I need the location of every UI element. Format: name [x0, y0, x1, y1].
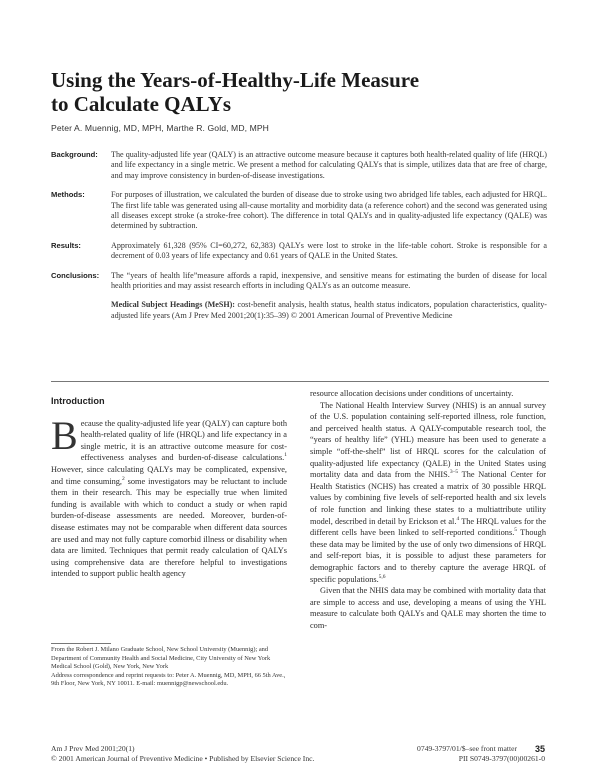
methods-text: For purposes of illustration, we calculated the burden of disease due to stroke using two abridged life tables, each adjusted for HRQL. The first life table was generated using all-cause mortality and morbidity data (a reference cohort) and the second was generated using all diseases except stroke (a stroke-free cohort). The difference in total QALYs and in quality-adjusted life expectancy (QALE) was determined by subtraction. [111, 190, 547, 231]
intro-heading: Introduction [51, 396, 105, 406]
conclusions-label: Conclusions: [51, 270, 100, 280]
copyright-line: © 2001 American Journal of Preventive Medicine • Published by Elsevier Science Inc. [51, 754, 315, 763]
conclusions-text: The “years of health life”measure affords a rapid, inexpensive, and sensitive means for estimating the burden of disease for local health priorities and may assist research efforts in including QALYs as an outcome measure. [111, 270, 547, 291]
title-line-1: Using the Years-of-Healthy-Life Measure [51, 68, 420, 92]
footnote-divider [51, 643, 111, 644]
authors: Peter A. Muennig, MD, MPH, Marthe R. Gold, MD, MPH [51, 123, 269, 133]
background-text: The quality-adjusted life year (QALY) is an attractive outcome measure because it captures both health-related quality of life (HRQL) and life expectancy in a single metric. We present a method for calculating QALYs that is simple, utilizes data that are free of charge, and may improve consistency in burden-of-disease investigations. [111, 150, 547, 180]
pii-line: PII S0749-3797(00)00261-0 [458, 754, 545, 763]
section-divider [51, 381, 549, 382]
right-paragraph-2: The National Health Interview Survey (NHIS) is an annual survey of the U.S. population containing self-reported illness, role function, and perceived health status. A QALY-computable research tool, the “years of healthy life” (YHL) measure has been used to generate a simple “off-the-shelf” list of HRQL scores for the calculation of quality-adjusted life expectancy (QALE) in the United States using mortality data and data from the NHIS.$^{3-5}$ The National Center for Health Statistics (NCHS) has created a matrix of 30 possible HRQL values by combining five levels of self-reported health and six levels of role function and linking these states to a multiattribute utility model, described in detail by Erickson et al.$^4$ The HRQL values for the different cells have been linked to self-reported conditions.$^5$ Though these data may be limited by the use of only two dimensions of HRQL and self-report bias, it is possible to adjust these parameters for demographic factors and to thereby capture the average HRQL of specific populations.$^{5,6}$ [310, 400, 547, 584]
article-title [51, 68, 551, 116]
affiliation-text: From the Robert J. Milano Graduate School, New School University (Muennig); and Department of Community Health and Social Medicine, City University of New York Medical School (Gold), New York, New York [51, 646, 271, 671]
abstract-background [51, 150, 547, 181]
left-column [51, 388, 287, 580]
background-label: Background: [51, 150, 98, 159]
abstract-results [51, 241, 547, 262]
methods-label: Methods: [51, 190, 85, 200]
right-column [310, 388, 546, 631]
abstract-methods [51, 190, 547, 232]
results-label: Results: [51, 240, 81, 250]
right-paragraph-3: Given that the NHIS data may be combined with mortality data that are simple to access and use, developing a means of using the YHL measure to calculate both QALYs and QALE may shorten the time to com- [310, 586, 546, 630]
journal-citation: Am J Prev Med 2001;20(1) [51, 744, 135, 753]
issn-line: 0749-3797/01/$–see front matter [417, 744, 517, 753]
mesh-text: cost-benefit analysis, health status, health status indicators, population characteristics, quality-adjusted life years (Am J Prev Med 2001;20(1):35–39) © 2001 American Journal of Preventive Medicine [111, 300, 547, 320]
affiliation-footnote [51, 646, 287, 689]
mesh-label: Medical Subject Headings (MeSH): [111, 300, 236, 310]
footer-right [417, 744, 545, 764]
results-text: Approximately 61,328 (95% CI=60,272, 62,383) QALYs were lost to stroke in the life-table cohort. Stroke is responsible for a decrement of 0.03 years of life expectancy and 0.61 years of QALE in the United States. [111, 240, 547, 261]
title-line-2: to Calculate QALYs [51, 92, 232, 116]
correspondence-text: Address correspondence and reprint requests to: Peter A. Muennig, MD, MPH, 66 5th Ave., 9th Floor, New York, NY 10011. E-mail: muennigp@newschool.edu. [51, 671, 286, 688]
mesh-keywords [111, 300, 547, 321]
drop-cap: B [51, 412, 78, 458]
abstract-conclusions [51, 271, 547, 292]
right-paragraph-1: resource allocation decisions under conditions of uncertainty. [310, 389, 514, 398]
abstract [51, 150, 547, 321]
page-number: 35 [534, 744, 545, 754]
intro-paragraph: Because the quality-adjusted life year (QALY) can capture both health-related quality of life (HRQL) and life expectancy in a single metric, it is an attractive outcome measure for cost-effectiveness analyses and burden-of-disease calculations.$^1$ However, since calculating QALYs may be complicated, expensive, and time consuming,$^2$ some investigators may be reluctant to include them in their research. This may be especially true when limited funding is available with which to conduct a study or when rapid burden-of-disease assessments are needed. Moreover, burden-of-disease estimates may not be comparable when different data sources are used and may not fully capture comorbid illness or disability when data are limited. Techniques that permit ready calculation of QALYs using comprehensive data are therefore helpful to investigations intended to support public health agency [51, 412, 287, 579]
footer-left [51, 744, 314, 764]
